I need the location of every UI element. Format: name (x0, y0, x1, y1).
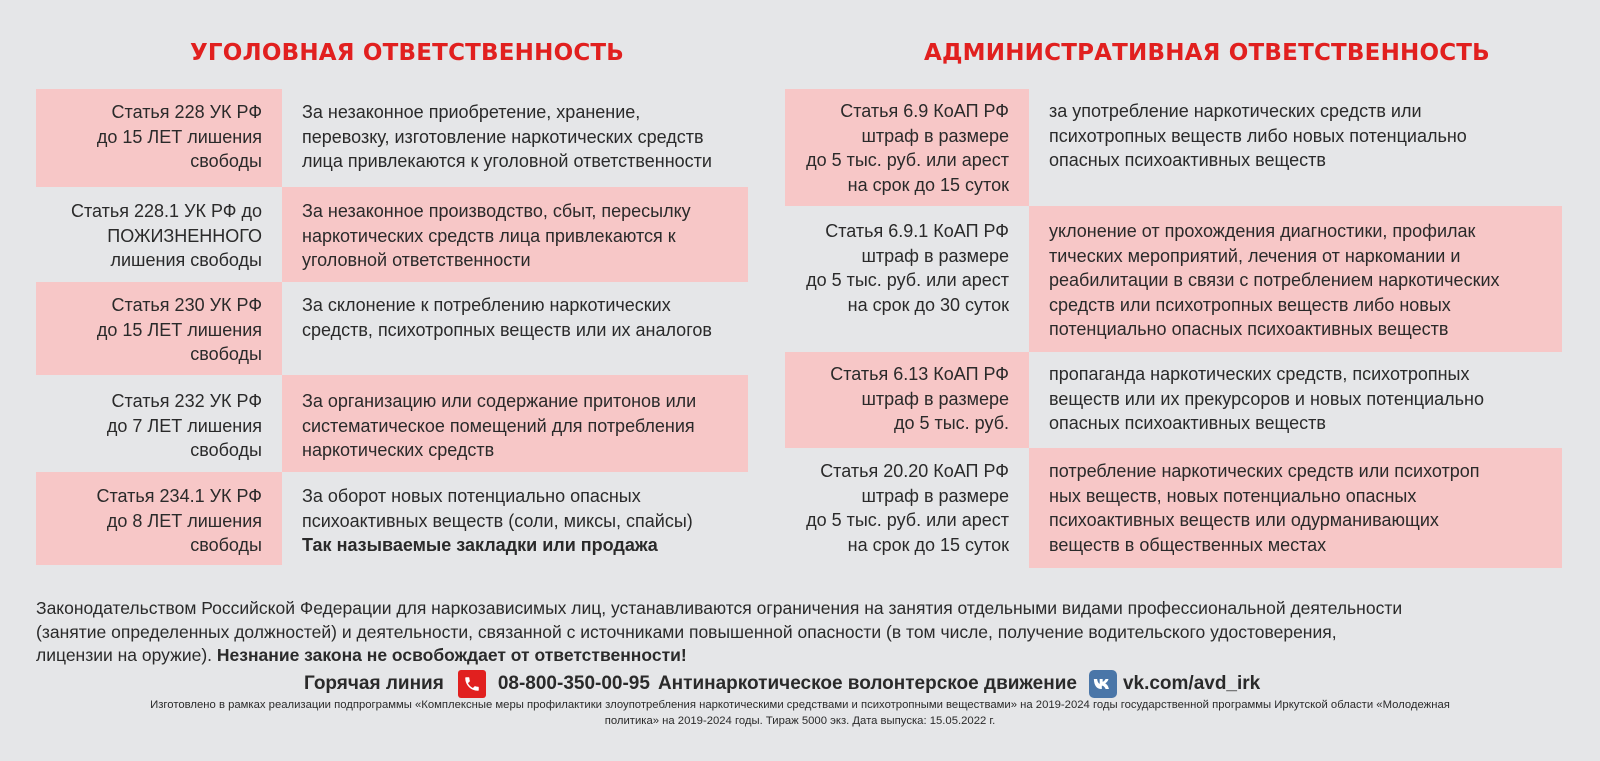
article-line: Статья 232 УК РФ (111, 391, 262, 411)
description-line: уголовной ответственности (302, 250, 531, 270)
hotline-bar (304, 670, 1260, 698)
note-line: (занятие определенных должностей) и деятельности, связанной с источниками повышенной опасности (в том числе, получение водительского удостоверения, (36, 621, 1337, 642)
imprint-line: Изготовлено в рамках реализации подпрограммы «Комплексные меры профилактики злоупотребления наркотическими средствами и психотропными веществами» на 2019-2024 годы государственной программы Иркутской области «Молодежная (150, 699, 1450, 711)
description-line: наркотических средств лица привлекаются к (302, 225, 676, 246)
criminal-description (282, 375, 748, 472)
description-line: За незаконное приобретение, хранение, (302, 102, 641, 122)
admin-article (785, 352, 1029, 448)
article-line: свободы (190, 344, 262, 364)
criminal-title: УГОЛОВНАЯ ОТВЕТСТВЕННОСТЬ (190, 40, 625, 66)
criminal-article (36, 89, 282, 187)
admin-title: АДМИНИСТРАТИВНАЯ ОТВЕТСТВЕННОСТЬ (924, 40, 1490, 66)
description-line: перевозку, изготовление наркотических средств (302, 126, 704, 147)
criminal-article (36, 375, 282, 472)
description-line: За незаконное производство, сбыт, пересылку (302, 201, 691, 221)
imprint (30, 697, 1570, 729)
article-line: Статья 6.9 КоАП РФ (840, 101, 1009, 121)
admin-article (785, 206, 1029, 352)
note-text: лицензии на оружие). (36, 645, 217, 665)
note-line: Законодательством Российской Федерации для наркозависимых лиц, устанавливаются ограничения на занятия отдельными видами профессиональной деятельности (36, 598, 1403, 618)
description-emphasis: Так называемые закладки или продажа (302, 535, 658, 555)
description-line: наркотических средств (302, 440, 495, 460)
hotline-phone[interactable]: 08-800-350-00-95 (497, 673, 650, 694)
article-line: до 7 ЛЕТ лишения (106, 415, 262, 436)
article-line: до 5 тыс. руб. или арест (806, 270, 1009, 290)
admin-article (785, 448, 1029, 568)
criminal-article (36, 282, 282, 375)
description-line: психотропных веществ либо новых потенциально (1049, 125, 1467, 146)
description-line: веществ в общественных местах (1049, 534, 1327, 555)
article-line: на срок до 30 суток (847, 294, 1009, 315)
description-line: лица привлекаются к уголовной ответственности (302, 151, 712, 171)
article-line: до 5 тыс. руб. (893, 413, 1009, 433)
description-line: пропаганда наркотических средств, психотропных (1049, 364, 1470, 384)
description-line: опасных психоактивных веществ (1049, 150, 1326, 170)
description-line: опасных психоактивных веществ (1049, 413, 1326, 433)
article-line: штраф в размере (861, 125, 1009, 146)
article-line: штраф в размере (861, 245, 1009, 266)
description-line: средств, психотропных веществ или их аналогов (302, 319, 712, 340)
article-line: свободы (190, 535, 262, 555)
imprint-line: политика» на 2019-2024 годы. Тираж 5000 экз. Дата выпуска: 15.05.2022 г. (604, 715, 996, 727)
article-line: Статья 6.13 КоАП РФ (830, 364, 1009, 384)
article-line: Статья 228 УК РФ (111, 102, 262, 122)
vk-link[interactable]: vk.com/avd_irk (1122, 673, 1261, 694)
description-line: психоактивных веществ или одурманивающих (1049, 510, 1439, 530)
criminal-article (36, 187, 282, 282)
description-line: систематическое помещений для потребления (302, 415, 695, 436)
volunteer-movement: Антинаркотическое волонтерское движение (657, 673, 1077, 694)
vk-icon (1089, 670, 1117, 698)
article-line: штраф в размере (861, 388, 1009, 409)
article-line: Статья 234.1 УК РФ (96, 486, 262, 506)
criminal-description (282, 282, 748, 375)
criminal-description (282, 472, 748, 565)
criminal-article (36, 472, 282, 565)
article-line: Статья 230 УК РФ (111, 295, 262, 315)
description-line: потребление наркотических средств или психотроп (1049, 461, 1480, 481)
admin-description (1029, 352, 1562, 448)
legislation-note (36, 597, 1566, 668)
article-line: до 15 ЛЕТ лишения (96, 319, 262, 340)
description-line: За организацию или содержание притонов или (302, 391, 697, 411)
article-line: до 8 ЛЕТ лишения (106, 510, 262, 531)
criminal-description (282, 187, 748, 282)
description-line: За оборот новых потенциально опасных (302, 486, 641, 506)
description-line: средств или психотропных веществ либо новых (1049, 294, 1451, 315)
admin-description (1029, 206, 1562, 352)
phone-icon (458, 670, 486, 698)
article-line: штраф в размере (861, 485, 1009, 506)
criminal-description (282, 89, 748, 187)
description-line: тических мероприятий, лечения от наркомании и (1049, 245, 1461, 266)
description-line: потенциально опасных психоактивных веществ (1049, 319, 1449, 339)
article-line: лишения свободы (110, 250, 262, 270)
law-warning: Незнание закона не освобождает от ответственности! (216, 645, 687, 665)
article-line: Статья 6.9.1 КоАП РФ (825, 221, 1009, 241)
article-line: Статья 228.1 УК РФ до (71, 201, 262, 221)
description-line: реабилитации в связи с потреблением наркотических (1049, 270, 1500, 290)
description-line: За склонение к потреблению наркотических (302, 295, 671, 315)
description-line: уклонение от прохождения диагностики, профилак (1049, 221, 1476, 241)
article-line: на срок до 15 суток (847, 534, 1009, 555)
article-line: свободы (190, 440, 262, 460)
description-line: за употребление наркотических средств или (1049, 101, 1422, 121)
article-line: до 5 тыс. руб. или арест (806, 510, 1009, 530)
description-line: ных веществ, новых потенциально опасных (1049, 485, 1417, 506)
description-line: психоактивных веществ (соли, миксы, спайсы) (302, 510, 693, 531)
article-line: свободы (190, 151, 262, 171)
admin-description (1029, 89, 1562, 206)
article-line: ПОЖИЗНЕННОГО (107, 225, 262, 246)
article-line: Статья 20.20 КоАП РФ (820, 461, 1009, 481)
note-line (36, 644, 1566, 668)
admin-description (1029, 448, 1562, 568)
hotline-label: Горячая линия (304, 673, 444, 694)
admin-article (785, 89, 1029, 206)
description-line: веществ или их прекурсоров и новых потенциально (1049, 388, 1484, 409)
article-line: до 5 тыс. руб. или арест (806, 150, 1009, 170)
article-line: до 15 ЛЕТ лишения (96, 126, 262, 147)
article-line: на срок до 15 суток (847, 174, 1009, 195)
